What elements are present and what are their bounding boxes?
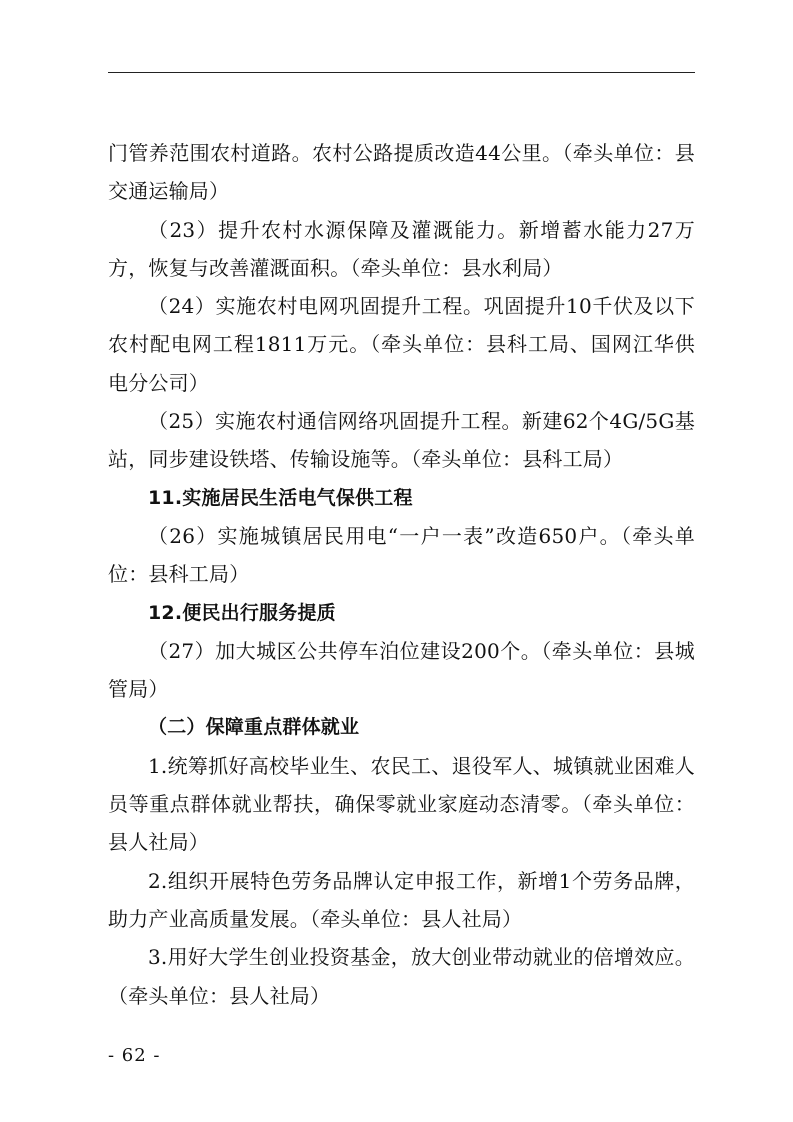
paragraph: 1.统筹抓好高校毕业生、农民工、退役军人、城镇就业困难人员等重点群体就业帮扶，确保零就业家庭动态清零。（牵头单位：县人社局） <box>108 753 695 855</box>
paragraph: 门管养范围农村道路。农村公路提质改造44公里。（牵头单位：县交通运输局） <box>108 141 695 204</box>
paragraph: 2.组织开展特色劳务品牌认定申报工作，新增1个劳务品牌，助力产业高质量发展。（牵头单位：县人社局） <box>108 868 695 931</box>
section-heading: 11.实施居民生活电气保供工程 <box>148 486 413 509</box>
header-rule <box>108 72 695 73</box>
paragraph: 3.用好大学生创业投资基金，放大创业带动就业的倍增效应。（牵头单位：县人社局） <box>108 945 695 1008</box>
paragraph: （24）实施农村电网巩固提升工程。巩固提升10千伏及以下农村配电网工程1811万元。（牵头单位：县科工局、国网江华供电分公司） <box>108 294 695 395</box>
paragraph: （23）提升农村水源保障及灌溉能力。新增蓄水能力27万方，恢复与改善灌溉面积。（牵头单位：县水利局） <box>108 217 695 280</box>
paragraph: （25）实施农村通信网络巩固提升工程。新建62个4G/5G基站，同步建设铁塔、传输设施等。（牵头单位：县科工局） <box>108 409 695 472</box>
page-number: - 62 - <box>108 1045 161 1066</box>
paragraph: （27）加大城区公共停车泊位建设200个。（牵头单位：县城管局） <box>108 638 695 702</box>
paragraph: （26）实施城镇居民用电“一户一表”改造650户。（牵头单位：县科工局） <box>108 523 695 587</box>
document-body <box>108 134 695 1015</box>
section-heading: （二）保障重点群体就业 <box>148 716 360 739</box>
section-heading: 12.便民出行服务提质 <box>148 601 336 624</box>
